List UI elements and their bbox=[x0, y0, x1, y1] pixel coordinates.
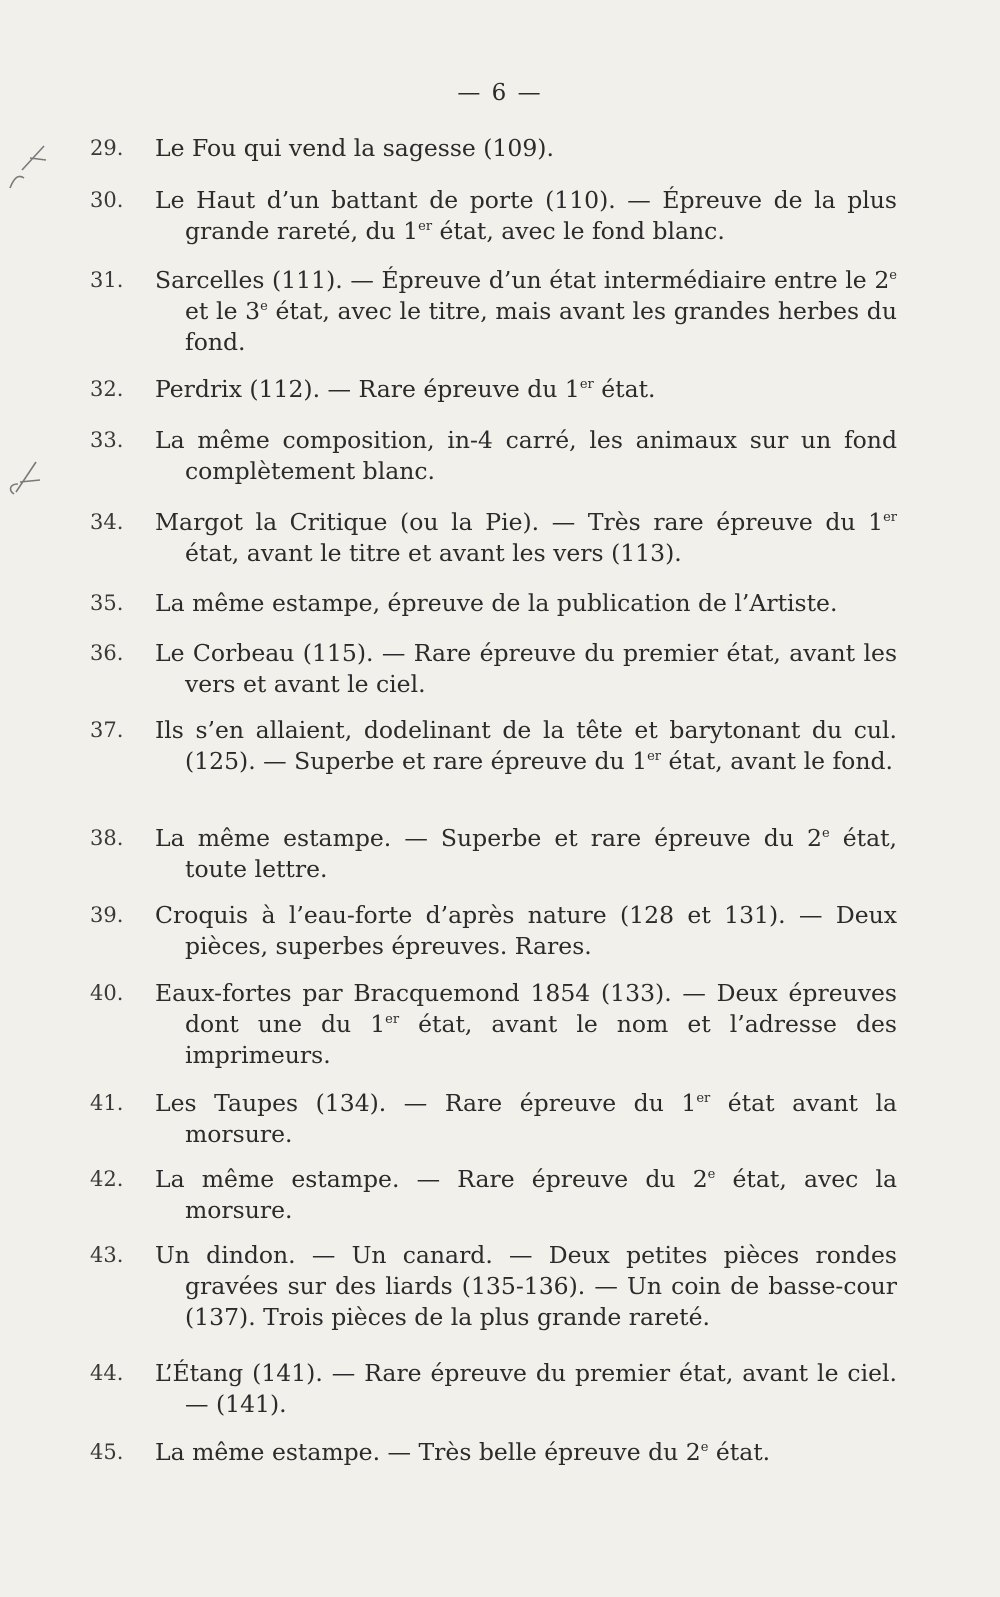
pencil-check-mark-icon bbox=[4, 456, 44, 501]
entry-number: 35. bbox=[90, 591, 124, 615]
entry-text: Le Haut d’un battant de porte (110). — Épreuve de la plus grande rareté, du 1er état, avec le fond blanc. bbox=[155, 186, 897, 245]
entry-number: 41. bbox=[90, 1091, 124, 1115]
entry-text: Perdrix (112). — Rare épreuve du 1er état. bbox=[155, 375, 656, 403]
entry-number: 45. bbox=[90, 1440, 124, 1464]
entry-number: 31. bbox=[90, 268, 124, 292]
entry-text: L’Étang (141). — Rare épreuve du premier état, avant le ciel. — (141). bbox=[155, 1359, 897, 1418]
entry-number: 30. bbox=[90, 188, 124, 212]
entry-number: 29. bbox=[90, 136, 124, 160]
entry-text: Eaux-fortes par Bracquemond 1854 (133). — Deux épreuves dont une du 1er état, avant le nom et l’adresse des imprimeurs. bbox=[155, 979, 897, 1069]
entry-number: 32. bbox=[90, 377, 124, 401]
entry-text: Un dindon. — Un canard. — Deux petites pièces rondes gravées sur des liards (135-136). — Un coin de basse-cour (137). Trois pièces de la plus grande rareté. bbox=[155, 1241, 897, 1331]
entry-text: La même composition, in-4 carré, les animaux sur un fond complètement blanc. bbox=[155, 426, 897, 485]
entry-text: La même estampe. — Superbe et rare épreuve du 2e état, toute lettre. bbox=[155, 824, 898, 883]
entry-number: 39. bbox=[90, 903, 124, 927]
entry-text: Margot la Critique (ou la Pie). — Très rare épreuve du 1er état, avant le titre et avant les vers (113). bbox=[155, 508, 897, 567]
pencil-check-mark-icon bbox=[4, 138, 54, 193]
entry-number: 44. bbox=[90, 1361, 124, 1385]
entry-text: Le Corbeau (115). — Rare épreuve du premier état, avant les vers et avant le ciel. bbox=[155, 639, 897, 698]
entry-number: 34. bbox=[90, 510, 124, 534]
entry-number: 33. bbox=[90, 428, 124, 452]
entry-number: 40. bbox=[90, 981, 124, 1005]
entry-number: 37. bbox=[90, 718, 124, 742]
entry-number: 36. bbox=[90, 641, 124, 665]
entry-number: 42. bbox=[90, 1167, 124, 1191]
entry-number: 43. bbox=[90, 1243, 124, 1267]
entry-text: La même estampe. — Rare épreuve du 2e état, avec la morsure. bbox=[155, 1165, 897, 1224]
entry-text: La même estampe, épreuve de la publication de l’Artiste. bbox=[155, 589, 838, 617]
entry-text: Les Taupes (134). — Rare épreuve du 1er état avant la morsure. bbox=[155, 1089, 898, 1148]
entry-text: Croquis à l’eau-forte d’après nature (128 et 131). — Deux pièces, superbes épreuves. Rares. bbox=[155, 901, 897, 960]
page-number: — 6 — bbox=[457, 80, 543, 106]
entry-text: Sarcelles (111). — Épreuve d’un état intermédiaire entre le 2e et le 3e état, avec le titre, mais avant les grandes herbes du fond. bbox=[155, 266, 897, 356]
entry-number: 38. bbox=[90, 826, 124, 850]
entry-text: Le Fou qui vend la sagesse (109). bbox=[155, 134, 554, 162]
entry-text: La même estampe. — Très belle épreuve du 2e état. bbox=[155, 1438, 771, 1466]
entry-text: Ils s’en allaient, dodelinant de la tête et barytonant du cul. (125). — Superbe et rare épreuve du 1er état, avant le fond. bbox=[155, 716, 897, 775]
